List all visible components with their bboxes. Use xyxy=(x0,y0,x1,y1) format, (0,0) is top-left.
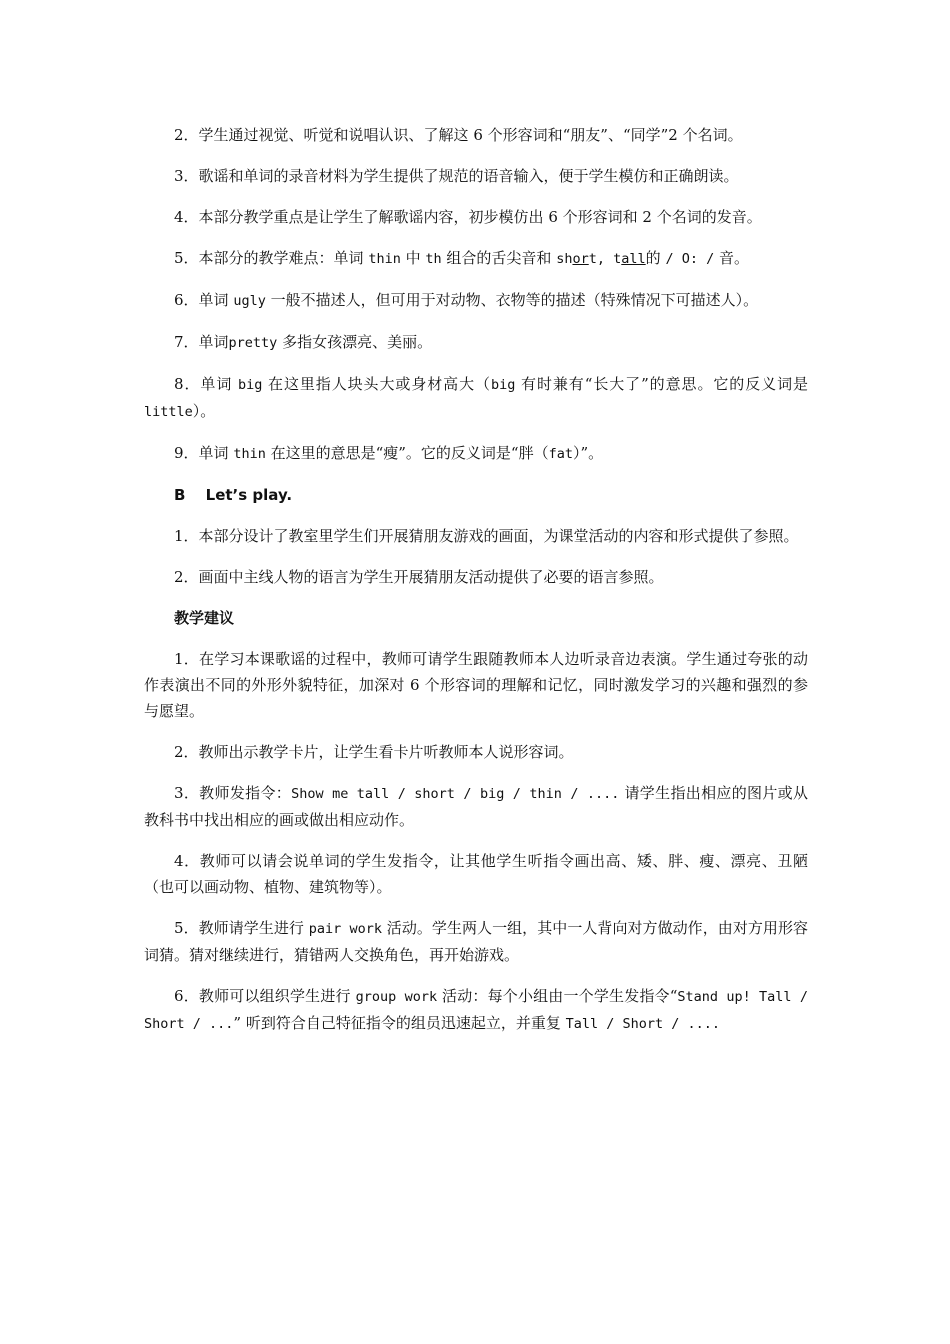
word-big: big xyxy=(490,377,516,393)
text-span: , xyxy=(596,251,614,267)
section-b-item-1: 1．本部分设计了教室里学生们开展猜朋友游戏的画面，为课堂活动的内容和形式提供了参照。 xyxy=(174,527,799,545)
word-th: th xyxy=(425,251,442,267)
text-span: 在这里的意思是“瘦”。它的反义词是“胖（ xyxy=(265,444,549,462)
term-pair-work: pair work xyxy=(308,921,382,937)
text-span: 6．教师可以组织学生进行 xyxy=(174,987,356,1005)
suggestion-6 xyxy=(144,983,808,1037)
paragraph-6 xyxy=(144,287,808,314)
section-b-item-2: 2．画面中主线人物的语言为学生开展猜朋友活动提供了必要的语言参照。 xyxy=(174,568,664,586)
text-span: ” 听到符合自己特征指令的组员迅速起立，并重复 xyxy=(233,1014,566,1032)
document-page xyxy=(144,122,808,1052)
text-span: 中 xyxy=(400,249,426,267)
paragraph-3: 3．歌谣和单词的录音材料为学生提供了规范的语音输入，便于学生模仿和正确朗读。 xyxy=(174,167,739,185)
paragraph-9 xyxy=(144,440,808,467)
teaching-suggestions-heading: 教学建议 xyxy=(174,609,235,627)
text-span: 音。 xyxy=(714,249,750,267)
text-span: 组合的舌尖音和 xyxy=(441,249,557,267)
word-short-sh: sh xyxy=(556,251,573,267)
text-span: 5．教师请学生进行 xyxy=(174,919,309,937)
section-b-heading: B Let’s play. xyxy=(174,486,293,504)
instruction-phrase: Show me tall / short / big / thin / .... xyxy=(291,786,620,802)
word-little: little xyxy=(144,404,193,420)
word-pretty: pretty xyxy=(228,335,278,351)
word-thin: thin xyxy=(368,251,401,267)
paragraph-7 xyxy=(144,329,808,356)
text-span: 多指女孩漂亮、美丽。 xyxy=(277,333,433,351)
text-span: 6．单词 xyxy=(174,291,234,309)
text-span: 在这里指人块头大或身材高大（ xyxy=(262,375,491,393)
text-span: ）”。 xyxy=(573,444,604,462)
text-span: 9．单词 xyxy=(174,444,234,462)
suggestion-3 xyxy=(144,780,808,833)
text-span: 一般不描述人，但可用于对动物、衣物等的描述（特殊情况下可描述人）。 xyxy=(265,291,759,309)
text-span: 8．单词 xyxy=(174,375,238,393)
paragraph-5 xyxy=(144,245,808,272)
text-span: 活动：每个小组由一个学生发指令“ xyxy=(437,987,678,1005)
text-span: 3．教师发指令： xyxy=(174,784,292,802)
instruction-phrase: Stand up! Tall / Short / ... xyxy=(144,989,808,1032)
phonetic-symbol: / O: / xyxy=(665,251,715,267)
text-span: ）。 xyxy=(192,402,216,420)
paragraph-8 xyxy=(144,371,808,425)
word-fat: fat xyxy=(548,446,573,462)
word-short-t: t xyxy=(588,251,597,267)
text-span: 的 xyxy=(645,249,666,267)
paragraph-4: 4．本部分教学重点是让学生了解歌谣内容，初步模仿出 6 个形容词和 2 个名词的发音。 xyxy=(174,208,762,226)
suggestion-5 xyxy=(144,915,808,968)
word-short-or-underlined: or xyxy=(572,251,589,267)
word-tall-t: t xyxy=(613,251,622,267)
term-group-work: group work xyxy=(355,989,438,1005)
suggestion-1: 1．在学习本课歌谣的过程中，教师可请学生跟随教师本人边听录音边表演。学生通过夸张的动作表演出不同的外形外貌特征，加深对 6 个形容词的理解和记忆，同时激发学习的兴趣和强烈的参与愿望。 xyxy=(144,650,808,720)
word-ugly: ugly xyxy=(233,293,266,309)
word-big: big xyxy=(237,377,263,393)
text-span: 有时兼有“长大了”的意思。它的反义词是 xyxy=(515,375,808,393)
paragraph-2: 2．学生通过视觉、听觉和说唱认识、了解这 6 个形容词和“朋友”、“同学”2 个名词。 xyxy=(174,126,743,144)
text-span: 活动。学生两人一组，其中一人背向对方做动作，由对方用形容词猜。猜对继续进行，猜错两人交换角色，再开始游戏。 xyxy=(144,919,808,964)
text-span: 5．本部分的教学难点：单词 xyxy=(174,249,369,267)
word-thin: thin xyxy=(233,446,266,462)
instruction-phrase: Tall / Short / .... xyxy=(565,1016,721,1032)
suggestion-2: 2．教师出示教学卡片，让学生看卡片听教师本人说形容词。 xyxy=(174,743,574,761)
text-span: 请学生指出相应的图片或从教科书中找出相应的画或做出相应动作。 xyxy=(144,784,809,829)
suggestion-4: 4．教师可以请会说单词的学生发指令，让其他学生听指令画出高、矮、胖、瘦、漂亮、丑陋（也可以画动物、植物、建筑物等）。 xyxy=(144,852,808,896)
word-tall-all-underlined: all xyxy=(621,251,646,267)
text-span: 7．单词 xyxy=(174,333,229,351)
